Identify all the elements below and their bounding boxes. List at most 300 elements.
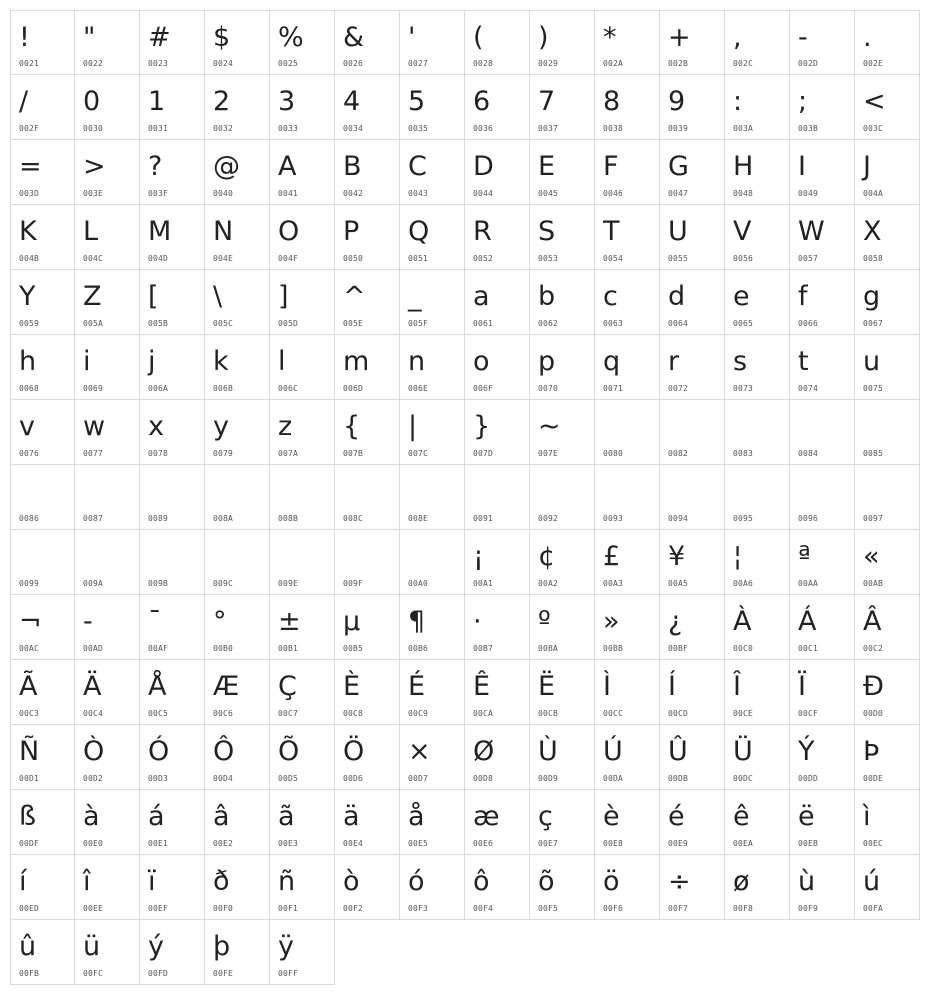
glyph-cell[interactable] [660, 205, 725, 270]
glyph-cell[interactable] [10, 725, 75, 790]
glyph-cell[interactable] [530, 725, 595, 790]
glyph-code-label: 00EE [83, 904, 104, 913]
glyph-cell[interactable] [10, 335, 75, 400]
glyph-cell[interactable] [205, 595, 270, 660]
glyph-cell[interactable] [855, 75, 920, 140]
glyph-cell[interactable] [270, 725, 335, 790]
glyph-cell[interactable] [140, 790, 205, 855]
glyph-code-label: 0047 [668, 189, 689, 198]
glyph-cell[interactable] [75, 335, 140, 400]
glyph-char: a [473, 281, 490, 312]
glyph-cell[interactable] [465, 335, 530, 400]
glyph-cell[interactable] [725, 335, 790, 400]
glyph-char: _ [408, 281, 422, 312]
glyph-cell[interactable] [855, 205, 920, 270]
glyph-cell[interactable] [10, 920, 75, 985]
glyph-code-label: 0066 [798, 319, 819, 328]
glyph-cell[interactable] [855, 10, 920, 75]
glyph-code-label: 0085 [863, 449, 884, 458]
glyph-code-label: 005B [148, 319, 169, 328]
glyph-cell[interactable] [270, 465, 335, 530]
glyph-char: ^ [343, 281, 366, 312]
glyph-cell[interactable] [595, 400, 660, 465]
glyph-cell[interactable] [790, 595, 855, 660]
glyph-cell[interactable] [140, 10, 205, 75]
glyph-cell[interactable] [660, 75, 725, 140]
glyph-code-label: 0031 [148, 124, 169, 133]
glyph-cell[interactable] [790, 335, 855, 400]
glyph-char: î [83, 866, 91, 897]
glyph-cell[interactable] [75, 400, 140, 465]
glyph-cell[interactable] [595, 270, 660, 335]
glyph-char: % [278, 22, 304, 53]
glyph-cell[interactable] [10, 660, 75, 725]
glyph-char: $ [213, 22, 231, 53]
glyph-cell[interactable] [660, 400, 725, 465]
glyph-cell[interactable] [335, 75, 400, 140]
glyph-char: ° [213, 606, 227, 637]
glyph-cell[interactable] [270, 335, 335, 400]
glyph-cell[interactable] [595, 335, 660, 400]
glyph-char: å [408, 801, 425, 832]
glyph-cell[interactable] [75, 270, 140, 335]
glyph-cell[interactable] [855, 465, 920, 530]
glyph-cell[interactable] [270, 530, 335, 595]
glyph-char: ê [733, 801, 750, 832]
glyph-cell[interactable] [790, 465, 855, 530]
glyph-cell[interactable] [10, 400, 75, 465]
glyph-cell[interactable] [400, 400, 465, 465]
glyph-cell[interactable] [335, 660, 400, 725]
glyph-code-label: 00E3 [278, 839, 299, 848]
glyph-cell[interactable] [400, 140, 465, 205]
glyph-cell[interactable] [335, 725, 400, 790]
glyph-char: ç [538, 801, 553, 832]
glyph-cell[interactable] [75, 855, 140, 920]
glyph-cell[interactable] [140, 855, 205, 920]
glyph-cell[interactable] [530, 10, 595, 75]
glyph-cell[interactable] [270, 595, 335, 660]
glyph-cell[interactable] [10, 855, 75, 920]
glyph-cell[interactable] [10, 465, 75, 530]
glyph-char: v [19, 411, 35, 442]
glyph-cell[interactable] [790, 725, 855, 790]
glyph-char: R [473, 216, 492, 247]
glyph-cell[interactable] [530, 270, 595, 335]
glyph-char: ¯ [148, 606, 162, 637]
glyph-cell[interactable] [270, 400, 335, 465]
glyph-char: ã [278, 801, 295, 832]
glyph-cell[interactable] [400, 335, 465, 400]
glyph-cell[interactable] [75, 140, 140, 205]
glyph-cell[interactable] [75, 530, 140, 595]
glyph-cell[interactable] [465, 270, 530, 335]
glyph-code-label: 0046 [603, 189, 624, 198]
glyph-cell[interactable] [10, 10, 75, 75]
glyph-code-label: 0033 [278, 124, 299, 133]
glyph-cell[interactable] [790, 140, 855, 205]
glyph-char: ( [473, 22, 484, 53]
glyph-cell[interactable] [465, 595, 530, 660]
glyph-cell[interactable] [140, 75, 205, 140]
glyph-cell[interactable] [595, 140, 660, 205]
glyph-cell[interactable] [75, 595, 140, 660]
glyph-char: Ì [603, 671, 611, 702]
glyph-code-label: 00C4 [83, 709, 104, 718]
glyph-cell[interactable] [140, 530, 205, 595]
glyph-cell[interactable] [335, 205, 400, 270]
glyph-char: J [863, 151, 871, 182]
glyph-cell[interactable] [855, 140, 920, 205]
glyph-code-label: 0030 [83, 124, 104, 133]
glyph-cell[interactable] [205, 855, 270, 920]
glyph-cell[interactable] [790, 270, 855, 335]
glyph-cell[interactable] [75, 465, 140, 530]
glyph-cell[interactable] [140, 270, 205, 335]
glyph-cell[interactable] [530, 465, 595, 530]
glyph-cell[interactable] [725, 10, 790, 75]
glyph-cell[interactable] [660, 595, 725, 660]
glyph-cell[interactable] [400, 10, 465, 75]
glyph-cell[interactable] [205, 465, 270, 530]
glyph-code-label: 00DA [603, 774, 624, 783]
glyph-cell[interactable] [270, 270, 335, 335]
glyph-cell[interactable] [595, 205, 660, 270]
glyph-cell[interactable] [205, 335, 270, 400]
glyph-char: µ [343, 606, 361, 637]
glyph-cell[interactable] [205, 400, 270, 465]
glyph-cell[interactable] [530, 335, 595, 400]
glyph-cell[interactable] [855, 855, 920, 920]
glyph-cell[interactable] [10, 530, 75, 595]
glyph-cell[interactable] [725, 400, 790, 465]
glyph-cell[interactable] [530, 595, 595, 660]
glyph-code-label: 006A [148, 384, 169, 393]
glyph-cell[interactable] [725, 465, 790, 530]
glyph-cell[interactable] [595, 530, 660, 595]
glyph-cell[interactable] [530, 205, 595, 270]
glyph-char: B [343, 151, 362, 182]
glyph-char: · [473, 606, 482, 637]
glyph-cell[interactable] [335, 140, 400, 205]
glyph-cell[interactable] [205, 10, 270, 75]
glyph-code-label: 0063 [603, 319, 624, 328]
glyph-code-label: 0025 [278, 59, 299, 68]
glyph-cell[interactable] [400, 855, 465, 920]
glyph-cell[interactable] [75, 75, 140, 140]
glyph-cell[interactable] [75, 790, 140, 855]
glyph-code-label: 002F [19, 124, 40, 133]
glyph-code-label: 0040 [213, 189, 234, 198]
glyph-cell[interactable] [205, 530, 270, 595]
glyph-char: Ú [603, 736, 623, 767]
glyph-cell[interactable] [335, 595, 400, 660]
glyph-cell[interactable] [725, 595, 790, 660]
glyph-char: ë [798, 801, 815, 832]
glyph-char: Ô [213, 736, 235, 767]
glyph-cell[interactable] [595, 855, 660, 920]
glyph-cell[interactable] [270, 140, 335, 205]
glyph-cell[interactable] [725, 855, 790, 920]
glyph-char: V [733, 216, 752, 247]
glyph-cell[interactable] [335, 400, 400, 465]
glyph-cell[interactable] [530, 855, 595, 920]
glyph-cell[interactable] [530, 660, 595, 725]
glyph-cell[interactable] [790, 205, 855, 270]
glyph-cell[interactable] [725, 75, 790, 140]
glyph-cell[interactable] [140, 660, 205, 725]
glyph-cell[interactable] [205, 920, 270, 985]
glyph-cell[interactable] [530, 140, 595, 205]
glyph-cell[interactable] [205, 270, 270, 335]
glyph-cell[interactable] [400, 75, 465, 140]
glyph-cell[interactable] [400, 595, 465, 660]
glyph-cell[interactable] [335, 530, 400, 595]
glyph-cell[interactable] [10, 595, 75, 660]
glyph-cell[interactable] [790, 790, 855, 855]
glyph-cell[interactable] [75, 725, 140, 790]
glyph-cell[interactable] [270, 75, 335, 140]
glyph-cell[interactable] [270, 660, 335, 725]
glyph-cell[interactable] [400, 205, 465, 270]
glyph-cell[interactable] [140, 920, 205, 985]
glyph-code-label: 00FF [278, 969, 299, 978]
glyph-cell[interactable] [790, 660, 855, 725]
glyph-code-label: 0054 [603, 254, 624, 263]
glyph-code-label: 00A3 [603, 579, 624, 588]
glyph-cell[interactable] [465, 660, 530, 725]
glyph-cell[interactable] [10, 140, 75, 205]
glyph-code-label: 006F [473, 384, 494, 393]
glyph-char: õ [538, 866, 555, 897]
glyph-cell[interactable] [400, 660, 465, 725]
glyph-char: ± [278, 606, 301, 637]
glyph-cell[interactable] [335, 790, 400, 855]
glyph-code-label: 002B [668, 59, 689, 68]
glyph-cell[interactable] [465, 205, 530, 270]
glyph-cell[interactable] [75, 660, 140, 725]
glyph-code-label: 004D [148, 254, 169, 263]
glyph-cell[interactable] [790, 530, 855, 595]
glyph-cell[interactable] [400, 465, 465, 530]
glyph-cell[interactable] [465, 400, 530, 465]
glyph-char: ñ [278, 866, 296, 897]
glyph-cell[interactable] [335, 855, 400, 920]
glyph-code-label: 00D5 [278, 774, 299, 783]
glyph-cell[interactable] [270, 10, 335, 75]
glyph-code-label: 00CE [733, 709, 754, 718]
glyph-cell[interactable] [725, 270, 790, 335]
glyph-cell[interactable] [725, 530, 790, 595]
glyph-cell[interactable] [855, 530, 920, 595]
glyph-cell[interactable] [725, 205, 790, 270]
glyph-code-label: 009F [343, 579, 364, 588]
glyph-code-label: 008E [408, 514, 429, 523]
glyph-cell[interactable] [10, 270, 75, 335]
glyph-cell[interactable] [855, 595, 920, 660]
glyph-cell[interactable] [855, 400, 920, 465]
glyph-char: ÷ [668, 866, 691, 897]
glyph-cell[interactable] [10, 790, 75, 855]
glyph-char: Ð [863, 671, 884, 702]
glyph-cell[interactable] [335, 465, 400, 530]
glyph-code-label: 002A [603, 59, 624, 68]
glyph-char: Q [408, 216, 430, 247]
glyph-cell[interactable] [140, 400, 205, 465]
glyph-cell[interactable] [660, 465, 725, 530]
glyph-cell[interactable] [530, 75, 595, 140]
glyph-code-label: 00C2 [863, 644, 884, 653]
glyph-cell[interactable] [465, 790, 530, 855]
glyph-cell[interactable] [140, 595, 205, 660]
glyph-cell[interactable] [725, 725, 790, 790]
glyph-cell[interactable] [595, 595, 660, 660]
glyph-char: t [798, 346, 809, 377]
glyph-cell[interactable] [270, 790, 335, 855]
glyph-char: : [733, 86, 743, 117]
glyph-code-label: 0044 [473, 189, 494, 198]
glyph-cell[interactable] [400, 530, 465, 595]
glyph-cell[interactable] [595, 465, 660, 530]
glyph-cell[interactable] [790, 75, 855, 140]
glyph-cell[interactable] [660, 530, 725, 595]
glyph-char: Á [798, 606, 817, 637]
glyph-cell[interactable] [270, 920, 335, 985]
glyph-cell[interactable] [140, 335, 205, 400]
glyph-cell[interactable] [140, 465, 205, 530]
glyph-cell[interactable] [205, 790, 270, 855]
glyph-cell[interactable] [855, 790, 920, 855]
glyph-cell[interactable] [595, 10, 660, 75]
glyph-cell[interactable] [465, 140, 530, 205]
glyph-cell[interactable] [725, 140, 790, 205]
glyph-code-label: 00D9 [538, 774, 559, 783]
glyph-cell[interactable] [660, 790, 725, 855]
glyph-cell[interactable] [140, 205, 205, 270]
glyph-code-label: 006E [408, 384, 429, 393]
glyph-cell[interactable] [465, 855, 530, 920]
glyph-cell[interactable] [595, 790, 660, 855]
glyph-cell[interactable] [205, 75, 270, 140]
glyph-cell[interactable] [595, 75, 660, 140]
glyph-cell[interactable] [205, 140, 270, 205]
glyph-code-label: 0028 [473, 59, 494, 68]
glyph-cell[interactable] [465, 10, 530, 75]
glyph-code-label: 00D4 [213, 774, 234, 783]
glyph-char: ¡ [473, 541, 484, 572]
glyph-char: ! [19, 22, 30, 53]
glyph-code-label: 0055 [668, 254, 689, 263]
glyph-cell[interactable] [660, 660, 725, 725]
glyph-cell[interactable] [465, 725, 530, 790]
glyph-cell[interactable] [205, 205, 270, 270]
glyph-code-label: 0048 [733, 189, 754, 198]
glyph-cell[interactable] [660, 140, 725, 205]
glyph-cell[interactable] [855, 660, 920, 725]
glyph-code-label: 007D [473, 449, 494, 458]
glyph-cell[interactable] [660, 335, 725, 400]
glyph-code-label: 005C [213, 319, 234, 328]
glyph-code-label: 009B [148, 579, 169, 588]
glyph-cell[interactable] [660, 725, 725, 790]
glyph-cell[interactable] [140, 725, 205, 790]
glyph-char: ¦ [733, 541, 743, 572]
glyph-char: Ç [278, 671, 297, 702]
glyph-cell[interactable] [75, 10, 140, 75]
glyph-cell[interactable] [855, 335, 920, 400]
glyph-cell[interactable] [725, 660, 790, 725]
glyph-code-label: 004C [83, 254, 104, 263]
glyph-code-label: 003E [83, 189, 104, 198]
glyph-char: r [668, 346, 680, 377]
glyph-cell[interactable] [335, 335, 400, 400]
glyph-cell[interactable] [790, 10, 855, 75]
glyph-char: { [343, 411, 361, 442]
glyph-code-label: 00BB [603, 644, 624, 653]
glyph-cell[interactable] [660, 855, 725, 920]
glyph-cell[interactable] [270, 205, 335, 270]
glyph-cell[interactable] [465, 75, 530, 140]
glyph-cell[interactable] [530, 790, 595, 855]
glyph-cell[interactable] [660, 10, 725, 75]
glyph-code-label: 00CC [603, 709, 624, 718]
glyph-char: ¥ [668, 541, 686, 572]
glyph-cell[interactable] [205, 725, 270, 790]
glyph-cell[interactable] [530, 530, 595, 595]
glyph-char: s [733, 346, 748, 377]
glyph-cell[interactable] [400, 725, 465, 790]
glyph-char: ý [148, 931, 164, 962]
glyph-cell[interactable] [335, 10, 400, 75]
glyph-cell[interactable] [530, 400, 595, 465]
glyph-cell[interactable] [595, 725, 660, 790]
glyph-char: j [148, 346, 156, 377]
glyph-char: A [278, 151, 297, 182]
glyph-cell[interactable] [790, 400, 855, 465]
glyph-cell[interactable] [10, 205, 75, 270]
glyph-cell[interactable] [335, 270, 400, 335]
glyph-cell[interactable] [205, 660, 270, 725]
glyph-char: f [798, 281, 808, 312]
glyph-code-label: 0087 [83, 514, 104, 523]
glyph-code-label: 006D [343, 384, 364, 393]
glyph-cell[interactable] [400, 790, 465, 855]
glyph-cell[interactable] [660, 270, 725, 335]
glyph-char: ' [408, 22, 416, 53]
glyph-cell[interactable] [465, 465, 530, 530]
glyph-cell[interactable] [10, 75, 75, 140]
glyph-code-label: 0045 [538, 189, 559, 198]
glyph-cell[interactable] [270, 855, 335, 920]
glyph-cell[interactable] [75, 920, 140, 985]
glyph-char: h [19, 346, 37, 377]
glyph-char: Ö [343, 736, 365, 767]
glyph-char: Â [863, 606, 882, 637]
glyph-cell[interactable] [790, 855, 855, 920]
glyph-code-label: 00B5 [343, 644, 364, 653]
glyph-cell[interactable] [140, 140, 205, 205]
glyph-cell[interactable] [595, 660, 660, 725]
glyph-char: È [343, 671, 361, 702]
glyph-char: ) [538, 22, 549, 53]
glyph-cell[interactable] [855, 270, 920, 335]
glyph-cell[interactable] [855, 725, 920, 790]
glyph-cell[interactable] [725, 790, 790, 855]
glyph-cell[interactable] [465, 530, 530, 595]
glyph-cell[interactable] [400, 270, 465, 335]
glyph-char: p [538, 346, 556, 377]
glyph-cell[interactable] [75, 205, 140, 270]
